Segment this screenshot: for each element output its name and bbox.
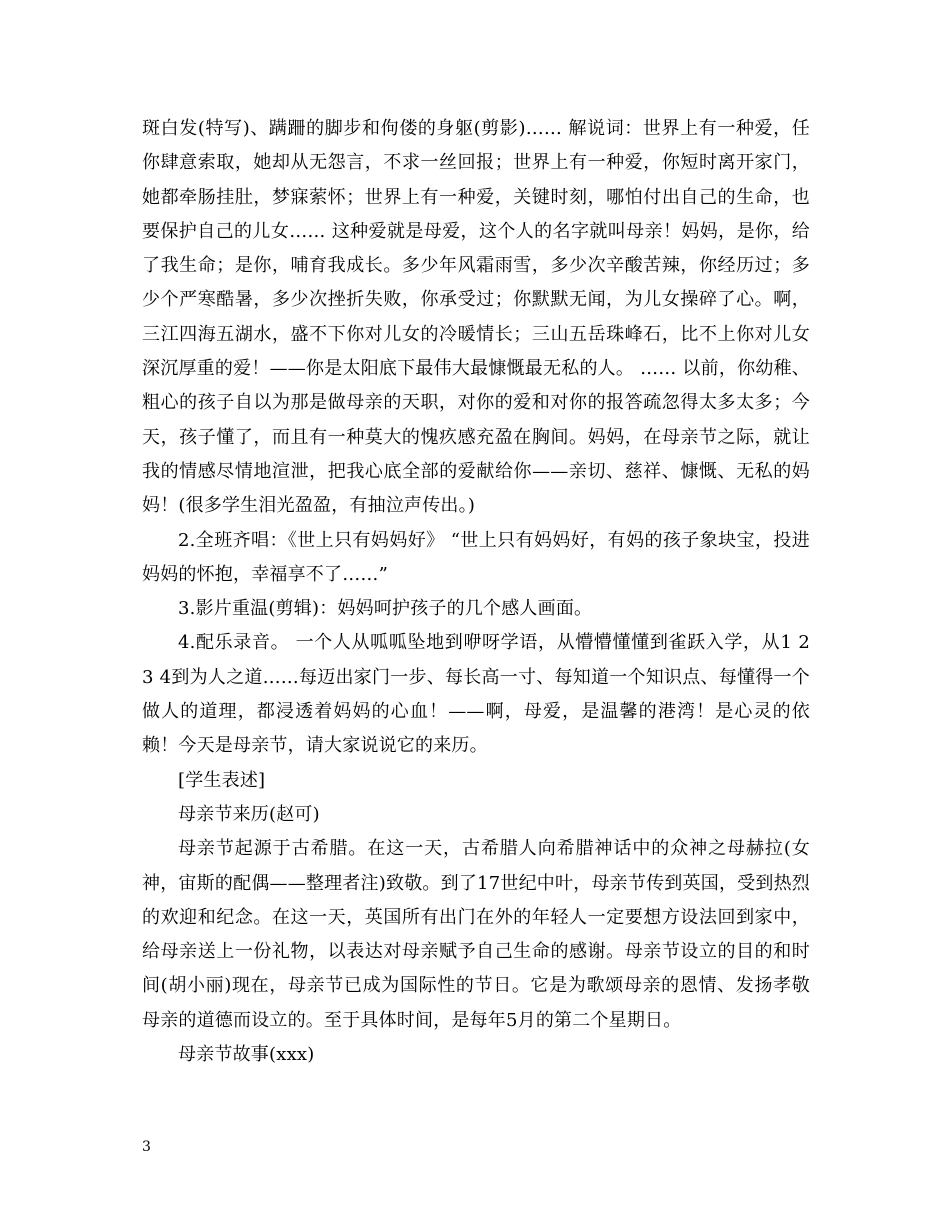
paragraph-song: 2.全班齐唱：《世上只有妈妈好》 “世上只有妈妈好，有妈的孩子象块宝，投进妈妈的怀抱，幸福享不了……” [142,529,810,585]
paragraph-film: 3.影片重温(剪辑)：妈妈呵护孩子的几个感人画面。 [178,598,593,620]
page-number: 3 [142,1139,151,1155]
paragraph-mothers-day-history: 母亲节起源于古希腊。在这一天，古希腊人向希腊神话中的众神之母赫拉(女神，宙斯的配偶——整理者注)致敬。到了17世纪中叶，母亲节传到英国，受到热烈的欢迎和纪念。在这一天，英国所有出门在外的年轻人一定要想方设法回到家中，给母亲送上一份礼物，以表达对母亲赋予自己生命的感谢。母亲节设立的目的和时间(胡小丽)现在，母亲节已成为国际性的节日。它是为歌颂母亲的恩情、发扬孝敬母亲的道德而设立的。至于具体时间，是每年5月的第二个星期日。 [142,838,810,1031]
paragraph-student-statement: [学生表述] [178,769,266,791]
heading-mothers-day-story: 母亲节故事(xxx) [178,1044,315,1066]
paragraph-recording: 4.配乐录音。 一个人从呱呱坠地到咿呀学语，从懵懵懂懂到雀跃入学，从1 2 3 4到为人之道……每迈出家门一步、每长高一寸、每知道一个知识点、每懂得一个做人的道理，都浸透着妈妈的心血！——啊，母爱，是温馨的港湾！是心灵的依赖！今天是母亲节，请大家说说它的来历。 [142,632,810,757]
heading-mothers-day-origin: 母亲节来历(赵可) [178,803,320,825]
document-body [142,112,810,1072]
paragraph-narration: 斑白发(特写)、蹒跚的脚步和佝偻的身躯(剪影)…… 解说词：世界上有一种爱，任你肆意索取，她却从无怨言，不求一丝回报；世界上有一种爱，你短时离开家门，她都牵肠挂肚，梦寐萦怀；世界上有一种爱，关键时刻，哪怕付出自己的生命，也要保护自己的儿女…… 这种爱就是母爱，这个人的名字就叫母亲！妈妈，是你，给了我生命；是你，哺育我成长。多少年风霜雨雪，多少次辛酸苦辣，你经历过；多少个严寒酷暑，多少次挫折失败，你承受过；你默默无闻，为儿女操碎了心。啊，三江四海五湖水，盛不下你对儿女的冷暖情长；三山五岳珠峰石，比不上你对儿女深沉厚重的爱！——你是太阳底下最伟大最慷慨最无私的人。 …… 以前，你幼稚、粗心的孩子自以为那是做母亲的天职，对你的爱和对你的报答疏忽得太多太多；今天，孩子懂了，而且有一种莫大的愧疚感充盈在胸间。妈妈，在母亲节之际，就让我的情感尽情地渲泄，把我心底全部的爱献给你——亲切、慈祥、慷慨、无私的妈妈！(很多学生泪光盈盈，有抽泣声传出。) [142,118,810,517]
